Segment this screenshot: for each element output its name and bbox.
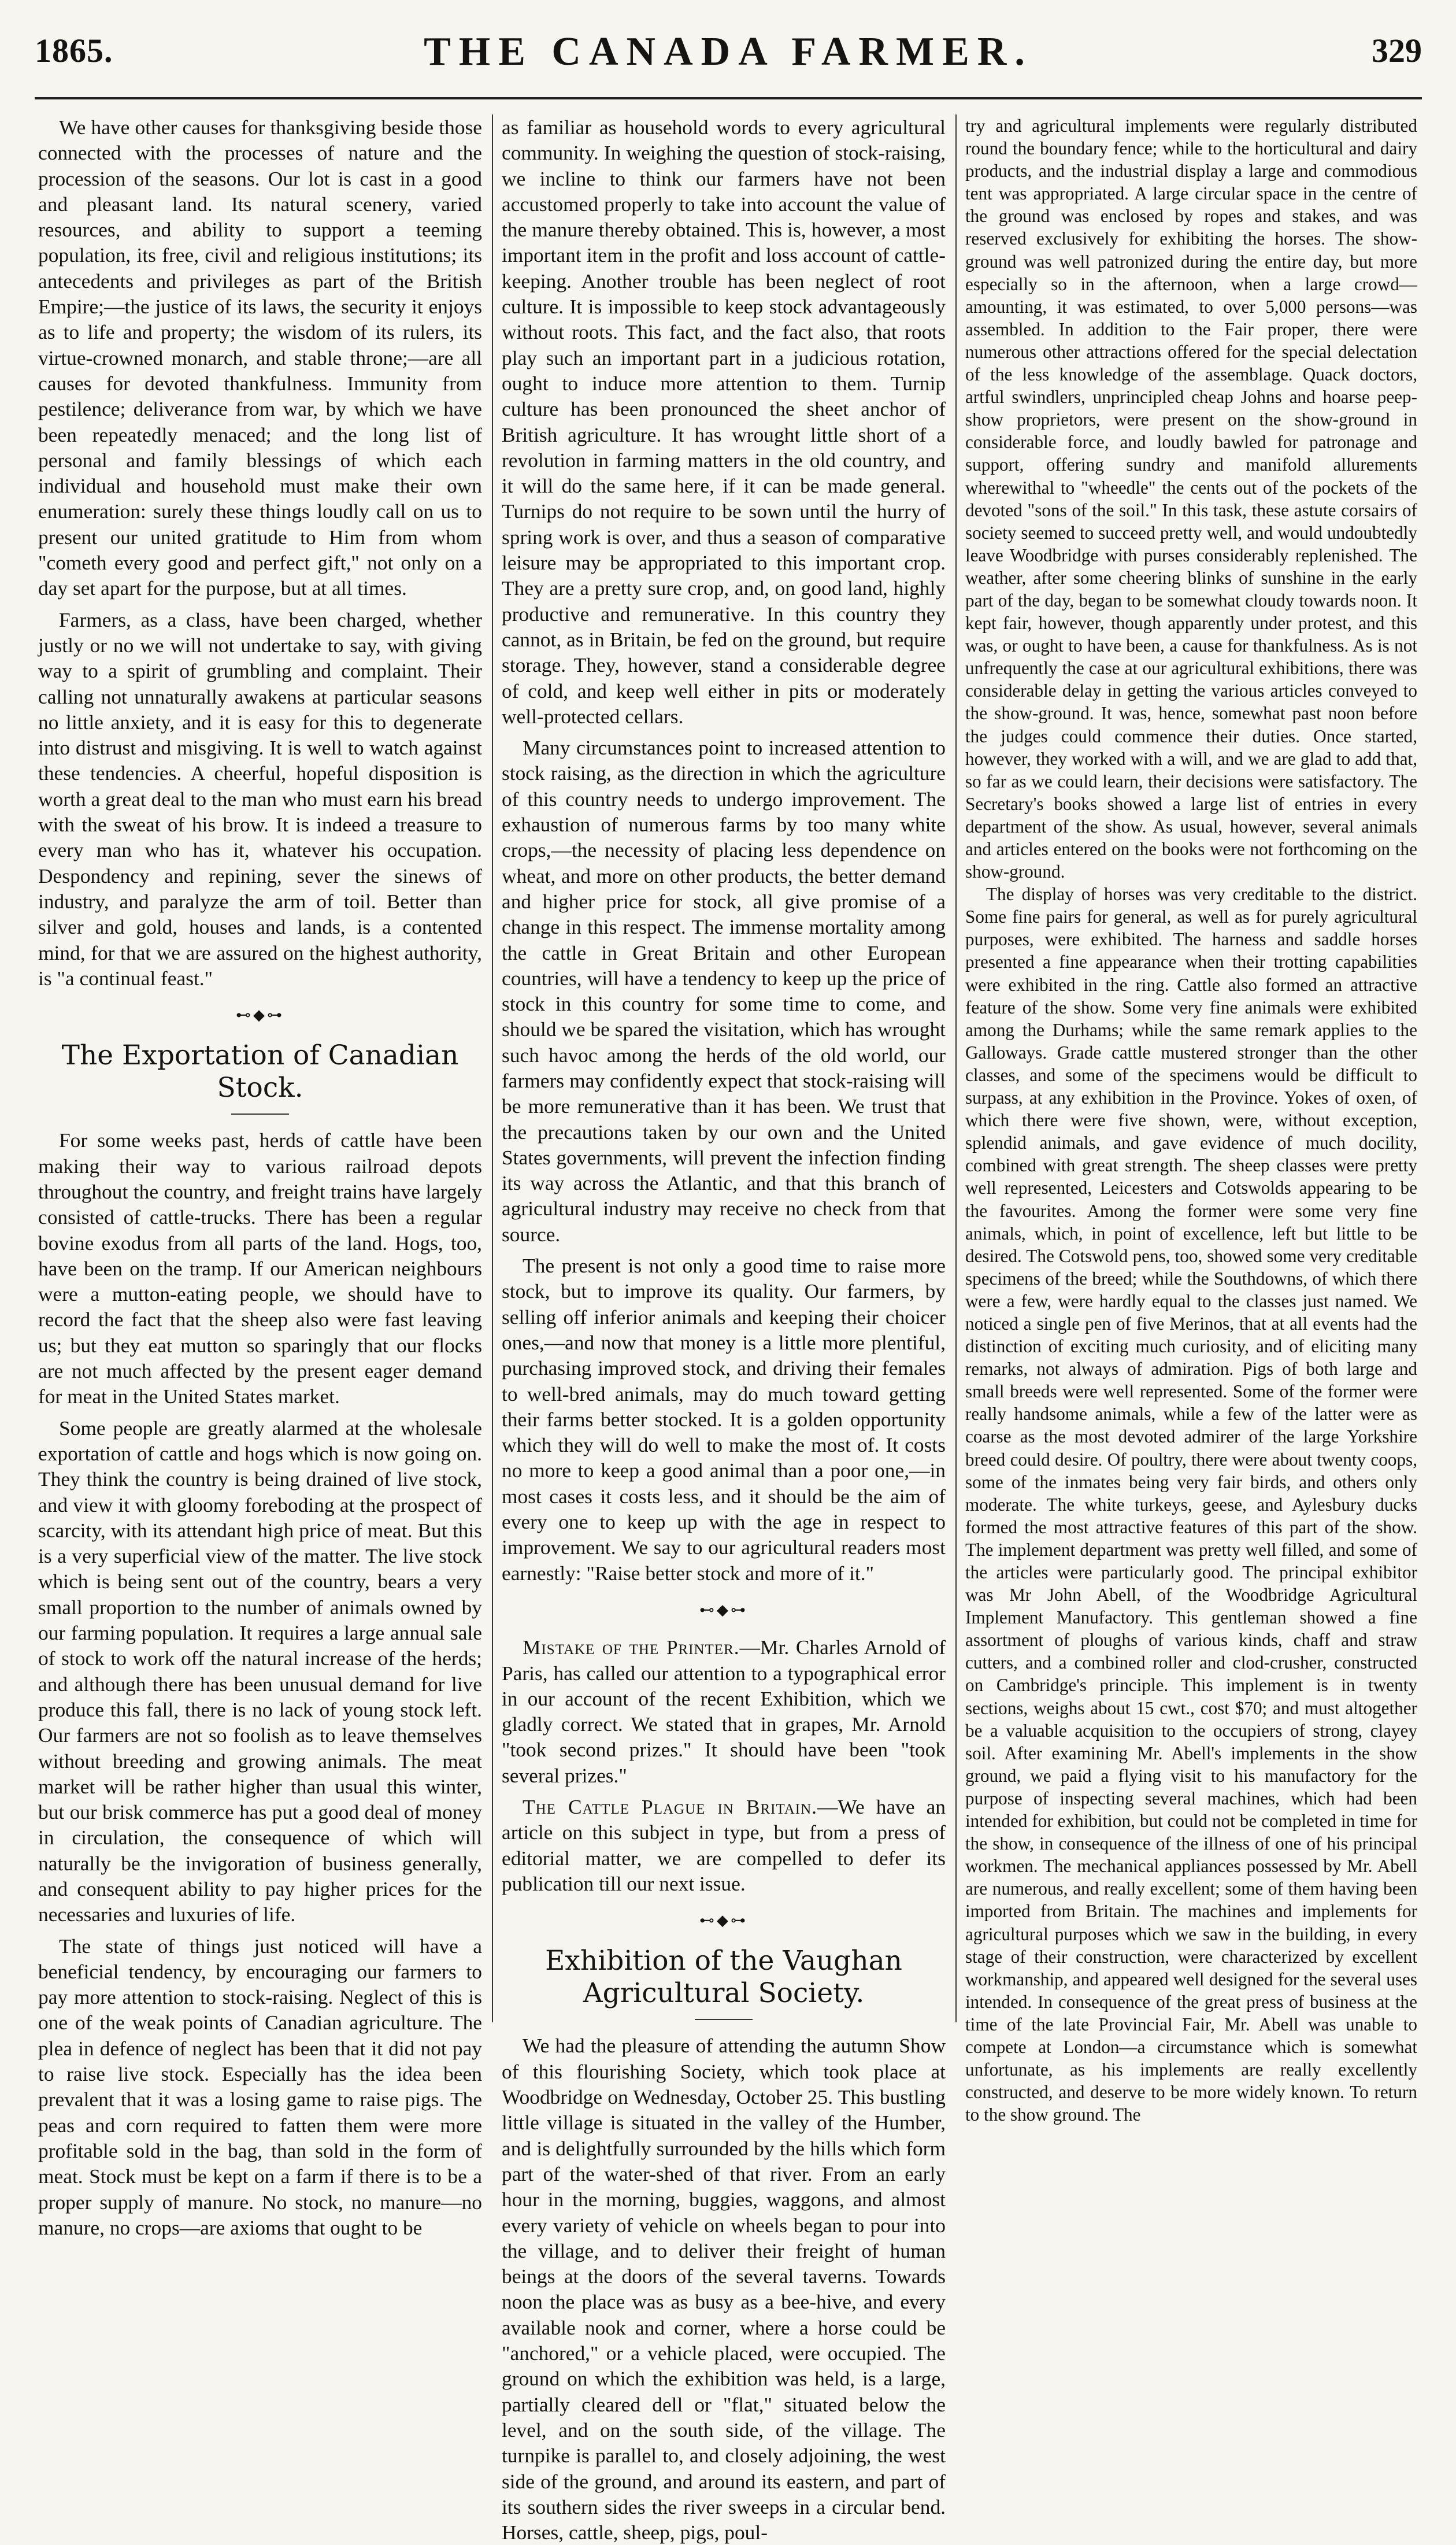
page-number: 329 — [1372, 32, 1422, 69]
column-3 — [965, 114, 1417, 2125]
article-paragraph: The state of things just noticed will have a beneficial tendency, by encouraging our farmers to pay more attention to stock-raising. Neglect of this is one of the weak points of Canadian agriculture. The plea in defence of neglect has been that it did not pay to raise live stock. Especially has the idea been prevalent that it was a losing game to raise pigs. The peas and corn required to fatten them were more profitable sold in the bag, than sold in the form of meat. Stock must be kept on a farm if there is to be a proper supply of manure. No stock, no manure—no manure, no crops—are axioms that ought to be — [38, 1934, 482, 2239]
column-3-body — [965, 114, 1417, 2126]
ornament-divider: ⊷◆⊶ — [699, 1912, 748, 1929]
column-2 — [502, 114, 946, 2544]
article-paragraph: We had the pleasure of attending the autumn Show of this flourishing Society, which took place at Woodbridge on Wednesday, October 25. This bustling little village is situated in the valley of the Humber, and is delightfully surrounded by the hills which form part of the water-shed of that river. From an early hour in the morning, buggies, waggons, and almost every variety of vehicle on wheels began to pour into the village, and to deliver their freight of human beings at the doors of the several taverns. Towards noon the place was as busy as a bee-hive, and every available nook and corner, where a horse could be "anchored," or a vehicle placed, were occupied. The ground on which the exhibition was held, is a large, partially cleared dell or "flat," situated below the level, and on the south side, of the village. The turnpike is parallel to, and closely adjoining, the west side of the ground, and around its eastern, and part of its southern sides the river sweeps in a circular bend. Horses, cattle, sheep, pigs, poul- — [502, 2034, 946, 2544]
masthead-title: THE CANADA FARMER. — [424, 29, 1033, 74]
article-paragraph: as familiar as household words to every agricultural community. In weighing the question of stock-raising, we incline to think our farmers have not been accustomed properly to take into account the value of the manure thereby obtained. This is, however, a most important item in the profit and loss account of cattle-keeping. Another trouble has been neglect of root culture. It is impossible to keep stock advantageously without roots. This fact, and the fact also, that roots play such an important part in a judicious rotation, ought to induce more attention to them. Turnip culture has been pronounced the sheet anchor of British agriculture. It has wrought little short of a revolution in farming matters in the old country, and it will do the same here, if it can be made general. Turnips do not require to be sown until the hurry of spring work is over, and thus a season of comparative leisure may be appropriated to this important crop. They are a pretty sure crop, and, on good land, highly productive and remunerative. In this country they cannot, as in Britain, be fed on the ground, but require storage. They, however, stand a considerable degree of cold, and keep well either in pits or moderately well-protected cellars. — [502, 116, 946, 728]
notice-body: —We have an article on this subject in type, but from a press of editorial matter, we are compelled to defer its publication till our next issue. — [502, 1795, 946, 1895]
headline-rule — [231, 1114, 289, 1115]
column-1 — [38, 114, 482, 2239]
article-paragraph: For some weeks past, herds of cattle have been making their way to various railroad depots throughout the country, and freight trains have largely consisted of cattle-trucks. There has been a regular bovine exodus from all parts of the land. Hogs, too, have been on the tramp. If our American neighbours were a mutton-eating people, we should have to record the fact that the sheep also were fast leaving us; but they eat mutton so sparingly that our flocks are not much affected by the present eager demand for meat in the United States market. — [38, 1129, 482, 1408]
article-paragraph: Some people are greatly alarmed at the wholesale exportation of cattle and hogs which is now going on. They think the country is being drained of live stock, and view it with gloomy foreboding at the prospect of scarcity, with its attendant high price of meat. But this is a very superficial view of the matter. The live stock which is being sent out of the country, bears a very small proportion to the number of animals owned by our farming population. It requires a large annual sale of stock to work off the natural increase of the herds; and although there has been unusual demand for live produce this fall, there is no lack of young stock left. Our farmers are not so foolish as to leave themselves without breeding and growing animals. The meat market will be rather higher than usual this winter, but our brisk commerce has put a good deal of money in circulation, the consequence of which will naturally be the invigoration of business generally, and consequent ability to pay higher prices for the necessaries and luxuries of life. — [38, 1416, 482, 1926]
printer-notice — [502, 1634, 946, 1788]
ornament-divider: ⊷◆⊶ — [699, 1601, 748, 1618]
article-paragraph: try and agricultural implements were regularly distributed round the boundary fence; while to the horticultural and dairy products, and the industrial display a large and commodious tent was appropriated. A large circular space in the centre of the ground was enclosed by ropes and stakes, and was reserved exclusively for exhibiting the horses. The show-ground was well patronized during the entire day, but more especially so in the afternoon, when a large crowd—amounting, it was estimated, to over 5,000 persons—was assembled. In addition to the Fair proper, there were numerous other attractions offered for the special delectation of the less knowledge of the assemblage. Quack doctors, artful swindlers, unprincipled cheap Johns and hoarse peep-show proprietors, were present on the show-ground in considerable force, and loudly bawled for patronage and support, offering sundry and manifold allurements wherewithal to "wheedle" the cents out of the pockets of the devoted "sons of the soil." In this task, these astute corsairs of society seemed to succeed pretty well, and would undoubtedly leave Woodbridge with purses considerably replenished. The weather, after some cheering blinks of sunshine in the early part of the day, began to be somewhat cloudy towards noon. It kept fair, however, though apparently under protest, and this was, or ought to have been, a cause for thankfulness. As is not unfrequently the case at our agricultural exhibitions, there was considerable delay in getting the various articles conveyed to the show-ground. It was, hence, somewhat past noon before the judges could commence their duties. Once started, however, they worked with a will, and we are glad to add that, so far as we could learn, their decisions were satisfactory. The Secretary's books showed a large list of entries in every department of the show. As usual, however, several animals and articles entered on the books were not forthcoming on the show-ground. — [965, 116, 1417, 882]
notice-title: Mistake of the Printer. — [523, 1636, 740, 1659]
article-paragraph: The display of horses was very creditable to the district. Some fine pairs for general, as well as for purely agricultural purposes, were exhibited. The harness and saddle horses presented a fine appearance when their trotting capabilities were exhibited in the ring. Cattle also formed an attractive feature of the show. Some very fine animals were exhibited among the Durhams; while the same remark applies to the Galloways. Grade cattle mustered stronger than the other classes, and some of the specimens would be difficult to surpass, at any exhibition in the Province. Yokes of oxen, of which there were five shown, were, without exception, splendid animals, and gave evidence of much docility, combined with great strength. The sheep classes were pretty well represented, Leicesters and Cotswolds appearing to be the favourites. Among the former were some very fine animals, which, in point of excellence, left but little to be desired. The Cotswold pens, too, showed some very creditable specimens of the breed; while the Southdowns, of which there were a few, were hardly equal to the classes just named. We noticed a single pen of five Merinos, that at all events had the distinction of exciting much curiosity, and of eliciting many remarks, not always of admiration. Pigs of both large and small breeds were well represented. Some of the former were really handsome animals, while a few of the latter were as coarse as the most devoted admirer of the large Yorkshire breed could desire. Of poultry, there were about twenty coops, some of the inmates being very fair birds, and others only moderate. The white turkeys, geese, and Aylesbury ducks formed the most attractive features of this part of the show. The implement department was pretty well filled, and some of the articles were particularly good. The principal exhibitor was Mr John Abell, of the Woodbridge Agricultural Implement Manufactory. This gentleman showed a fine assortment of ploughs of various kinds, chaff and straw cutters, and a combined roller and clod-crusher, constructed on Cambridge's principle. This implement is in twenty sections, weighs about 15 cwt., cost $70; and must altogether be a valuable acquisition to the occupiers of strong, clayey soil. After examining Mr. Abell's implements in the show ground, we paid a flying visit to his manufactory for the purpose of inspecting several machines, which had been intended for exhibition, but could not be completed in time for the show, in consequence of the illness of one of his principal workmen. The mechanical appliances possessed by Mr. Abell are numerous, and really excellent; some of them having been imported from Britain. The machines and implements for agricultural purposes which we saw in the building, in every stage of their construction, were characterized by excellent workmanship, and appeared well designed for the several uses intended. In consequence of the great press of business at the time of the late Provincial Fair, Mr. Abell was unable to compete at London—a circumstance which is somewhat unfortunate, as his implements are really excellently constructed, and deserve to be more widely known. To return to the show ground. The — [965, 884, 1417, 2125]
ornament-divider: ⊷◆⊶ — [236, 1007, 284, 1024]
article-paragraph: The present is not only a good time to raise more stock, but to improve its quality. Our farmers, by selling off inferior animals and keeping their choicer ones,—and now that money is a little more plentiful, purchasing improved stock, and driving their females to well-bred animals, may do much toward getting their farms better stocked. It is a golden opportunity which they will do well to make the most of. It costs no more to keep a good animal than a poor one,—in most cases it costs less, and it should be the aim of every one to keep up with the age in respect to improvement. We say to our agricultural readers most earnestly: "Raise better stock and more of it." — [502, 1254, 946, 1585]
article-paragraph: We have other causes for thanksgiving beside those connected with the processes of nature and the procession of the seasons. Our lot is cast in a good and pleasant land. Its natural scenery, varied resources, and ability to support a teeming population, its free, civil and religious institutions; its antecedents and privileges as part of the British Empire;—the justice of its laws, the security it enjoys as to life and property; the wisdom of its rulers, its virtue-crowned monarch, and stable throne;—are all causes for devoted thankfulness. Immunity from pestilence; deliverance from war, by which we have been repeatedly menaced; and the long list of personal and family blessings of which each individual and household must make their own enumeration: surely these things loudly call on us to present our united gratitude to Him from whom "cometh every good and perfect gift," not only on a day set apart for the purpose, but at all times. — [38, 116, 482, 600]
article-paragraph: Farmers, as a class, have been charged, whether justly or no we will not undertake to say, with giving way to a spirit of grumbling and complaint. Their calling not unnaturally awakens at particular seasons no little anxiety, and it is easy for this to degenerate into distrust and misgiving. It is well to watch against these tendencies. A cheerful, hopeful disposition is worth a great deal to the man who must earn his bread with the sweat of his brow. It is indeed a treasure to every man who has it, whatever his occupation. Despondency and repining, sever the sinews of industry, and paralyze the arm of toil. Better than silver and gold, houses and lands, is a contented mind, for that we are assured on the highest authority, is "a continual feast." — [38, 608, 482, 990]
notice-title: The Cattle Plague in Britain. — [523, 1795, 818, 1818]
article-paragraph: Many circumstances point to increased attention to stock raising, as the direction in which the agriculture of this country needs to undergo improvement. The exhaustion of numerous farms by too many white crops,—the necessity of placing less dependence on wheat, and more on other products, the better demand and higher price for stock, all give promise of a change in this respect. The immense mortality among the cattle in Great Britain and other European countries, will have a tendency to keep up the price of stock in this country for some time to come, and should we be spared the visitation, which has wrought such havoc among the herds of the old world, our farmers may confidently expect that stock-raising will be more remunerative than it has been. We trust that the precautions taken by our own and the United States governments, will prevent the infection finding its way across the Atlantic, and that this branch of agricultural industry may receive no check from that source. — [502, 736, 946, 1246]
cattle-plague-notice — [502, 1794, 946, 1896]
notice-body: —Mr. Charles Arnold of Paris, has called our attention to a typographical error in our account of the recent Exhibition, which we gladly correct. We stated that in grapes, Mr. Arnold "took second prizes." It should have been "took several prizes." — [502, 1636, 946, 1787]
header-rule — [35, 97, 1422, 99]
article-headline-vaughan: Exhibition of the Vaughan Agricultural Society. — [545, 1945, 902, 2010]
issue-year: 1865. — [35, 32, 113, 69]
column-divider — [492, 114, 493, 2022]
article-headline-exportation: The Exportation of Canadian Stock. — [61, 1040, 459, 1104]
headline-rule — [695, 2019, 753, 2020]
column-divider — [955, 114, 957, 2022]
page-header — [35, 16, 1422, 86]
